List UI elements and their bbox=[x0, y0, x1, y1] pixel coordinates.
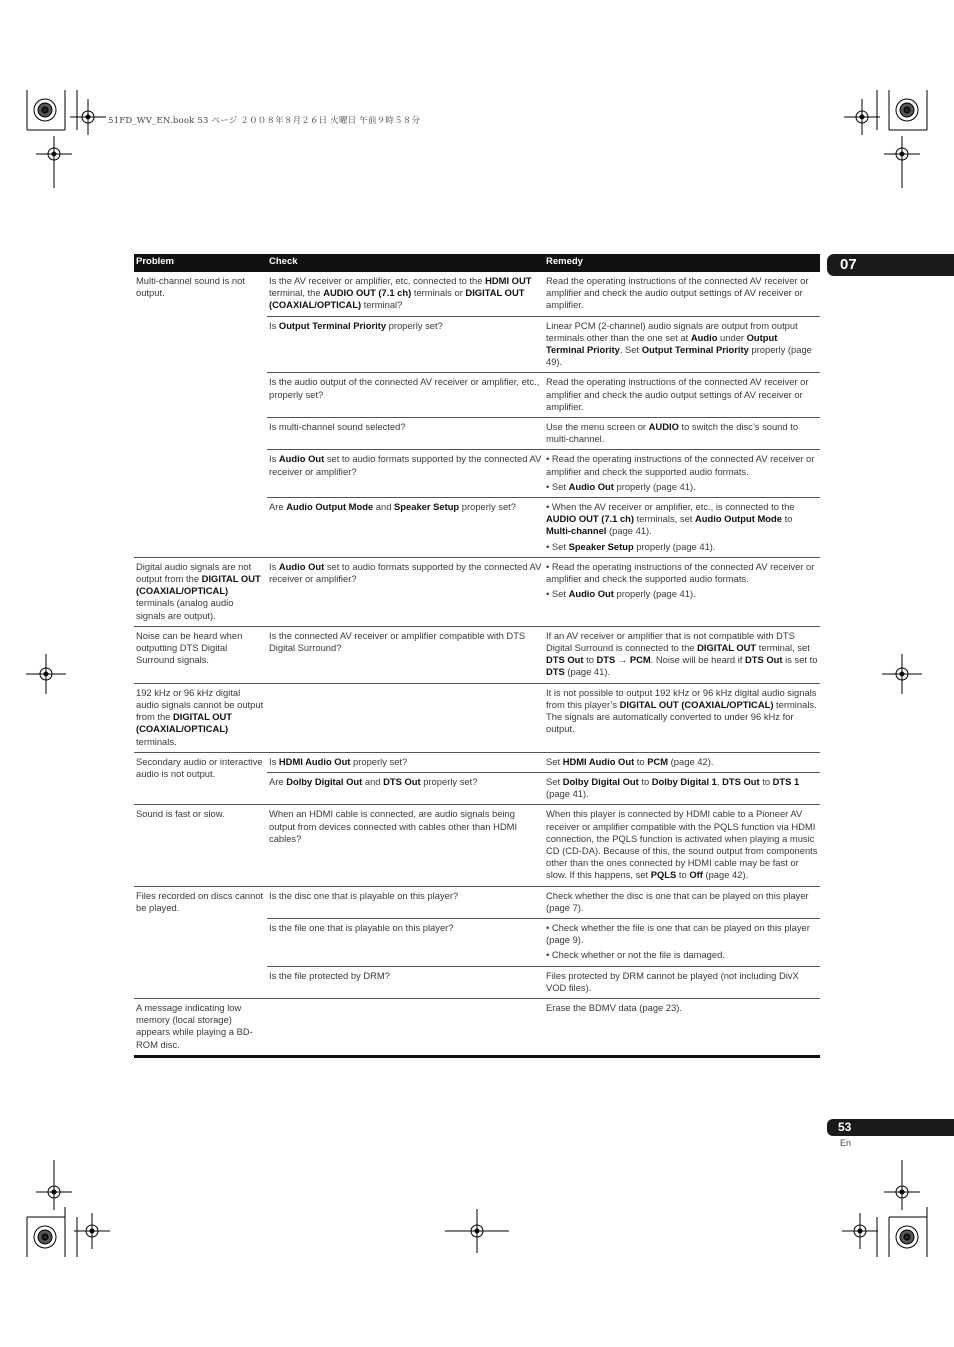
chapter-tab bbox=[827, 254, 954, 276]
check-cell: Is Audio Out set to audio formats supported by the connected AV receiver or amplifier? bbox=[267, 450, 544, 498]
table-row bbox=[134, 272, 820, 316]
problem-cell bbox=[134, 805, 267, 886]
problem-text: Multi-channel sound is not output. bbox=[136, 275, 245, 299]
problem-cell bbox=[134, 752, 267, 805]
table-row bbox=[134, 998, 820, 1056]
check-cell: Is the connected AV receiver or amplifier compatible with DTS Digital Surround? bbox=[267, 626, 544, 683]
problem-cell bbox=[134, 557, 267, 626]
check-cell: Is the audio output of the connected AV receiver or amplifier, etc., properly set? bbox=[267, 373, 544, 418]
registration-rosette-icon bbox=[34, 1226, 56, 1248]
remedy-cell: Use the menu screen or AUDIO to switch the disc’s sound to multi-channel. bbox=[544, 418, 820, 450]
problem-text: A message indicating low memory (local storage) appears while playing a BD-ROM disc. bbox=[136, 1001, 253, 1050]
check-cell bbox=[267, 683, 544, 752]
remedy-cell: • Read the operating instructions of the connected AV receiver or amplifier and check the supported audio formats. • Set Audio Out properly (page 41). bbox=[544, 450, 820, 498]
problem-cell bbox=[134, 886, 267, 998]
remedy-cell: Read the operating instructions of the connected AV receiver or amplifier and check the audio output settings of AV receiver or amplifier. bbox=[544, 373, 820, 418]
page-number: 53 bbox=[838, 1120, 852, 1134]
problem-text: 192 kHz or 96 kHz digital audio signals cannot be output from the DIGITAL OUT (COAXIAL/OPTICAL) terminals. bbox=[136, 686, 264, 747]
remedy-cell: Erase the BDMV data (page 23). bbox=[544, 998, 820, 1056]
check-cell: Is the AV receiver or amplifier, etc. connected to the HDMI OUT terminal, the AUDIO OUT (7.1 ch) terminals or DIGITAL OUT (COAXIAL/OPTICAL) terminal? bbox=[267, 272, 544, 316]
check-cell: Is Output Terminal Priority properly set? bbox=[267, 316, 544, 373]
table-row bbox=[134, 626, 820, 683]
table-row bbox=[134, 557, 820, 626]
table-row bbox=[134, 886, 820, 918]
registration-rosette-icon bbox=[896, 99, 918, 121]
table-row bbox=[134, 752, 820, 772]
table-row bbox=[134, 683, 820, 752]
problem-cell bbox=[134, 626, 267, 683]
language-label: En bbox=[840, 1138, 852, 1148]
page-number-tab bbox=[827, 1119, 954, 1136]
remedy-cell: • Check whether the file is one that can be played on this player (page 9). • Check whether or not the file is damaged. bbox=[544, 918, 820, 966]
problem-cell bbox=[134, 683, 267, 752]
problem-text: Noise can be heard when outputting DTS Digital Surround signals. bbox=[136, 629, 243, 666]
check-cell: Is the file protected by DRM? bbox=[267, 966, 544, 998]
registration-rosette-icon bbox=[34, 99, 56, 121]
remedy-cell: When this player is connected by HDMI cable to a Pioneer AV receiver or amplifier compatible with the PQLS function via HDMI connection, the PQLS function is activated when playing a music CD (CD-DA). Because of this, the sound output from components other than the ones connected by HDMI cable may be fast or slow. If this happens, set PQLS to Off (page 42). bbox=[544, 805, 820, 886]
check-cell bbox=[267, 998, 544, 1056]
remedy-cell: If an AV receiver or amplifier that is not compatible with DTS Digital Surround is connected to the DIGITAL OUT terminal, set DTS Out to DTS → PCM. Noise will be heard if DTS Out is set to DTS (page 41). bbox=[544, 626, 820, 683]
troubleshooting-table bbox=[134, 254, 820, 1058]
table-header-row bbox=[134, 254, 820, 272]
check-cell: Is the file one that is playable on this player? bbox=[267, 918, 544, 966]
remedy-cell: Linear PCM (2-channel) audio signals are output from output terminals other than the one set at Audio under Output Terminal Priority. Set Output Terminal Priority properly (page 49). bbox=[544, 316, 820, 373]
check-cell: Is the disc one that is playable on this player? bbox=[267, 886, 544, 918]
header-remedy: Remedy bbox=[544, 254, 820, 272]
remedy-cell: Check whether the disc is one that can be played on this player (page 7). bbox=[544, 886, 820, 918]
remedy-cell: • Read the operating instructions of the connected AV receiver or amplifier and check the supported audio formats. • Set Audio Out properly (page 41). bbox=[544, 557, 820, 626]
problem-text: Sound is fast or slow. bbox=[136, 808, 225, 820]
print-header-slug: 51FD_WV_EN.book 53 ページ ２００８年８月２６日 火曜日 午前９時５８分 bbox=[108, 116, 421, 126]
header-check: Check bbox=[267, 254, 544, 272]
check-cell: When an HDMI cable is connected, are audio signals being output from devices connected with cables other than HDMI cables? bbox=[267, 805, 544, 886]
check-cell: Are Dolby Digital Out and DTS Out properly set? bbox=[267, 772, 544, 804]
check-cell: Is HDMI Audio Out properly set? bbox=[267, 752, 544, 772]
header-problem: Problem bbox=[134, 254, 267, 272]
check-cell: Is multi-channel sound selected? bbox=[267, 418, 544, 450]
check-cell: Are Audio Output Mode and Speaker Setup properly set? bbox=[267, 498, 544, 558]
problem-text: Secondary audio or interactive audio is not output. bbox=[136, 755, 263, 779]
remedy-cell: • When the AV receiver or amplifier, etc., is connected to the AUDIO OUT (7.1 ch) terminals, set Audio Output Mode to Multi-channel (page 41). • Set Speaker Setup properly (page 41). bbox=[544, 498, 820, 558]
remedy-cell: Read the operating instructions of the connected AV receiver or amplifier and check the audio output settings of AV receiver or amplifier. bbox=[544, 272, 820, 316]
troubleshooting-table-container bbox=[134, 254, 820, 1058]
problem-text: Digital audio signals are not output from the DIGITAL OUT (COAXIAL/OPTICAL) terminals (analog audio signals are output). bbox=[136, 560, 261, 621]
table-row bbox=[134, 805, 820, 886]
remedy-cell: Set HDMI Audio Out to PCM (page 42). bbox=[544, 752, 820, 772]
problem-cell bbox=[134, 998, 267, 1056]
problem-text: Files recorded on discs cannot be played. bbox=[136, 889, 264, 913]
check-cell: Is Audio Out set to audio formats supported by the connected AV receiver or amplifier? bbox=[267, 557, 544, 626]
chapter-number: 07 bbox=[840, 256, 857, 273]
remedy-cell: It is not possible to output 192 kHz or 96 kHz digital audio signals from this player’s DIGITAL OUT (COAXIAL/OPTICAL) terminals. The signals are automatically converted to under 96 kHz for output. bbox=[544, 683, 820, 752]
remedy-cell: Files protected by DRM cannot be played (not including DivX VOD files). bbox=[544, 966, 820, 998]
remedy-cell: Set Dolby Digital Out to Dolby Digital 1, DTS Out to DTS 1 (page 41). bbox=[544, 772, 820, 804]
registration-rosette-icon bbox=[896, 1226, 918, 1248]
problem-cell bbox=[134, 272, 267, 557]
